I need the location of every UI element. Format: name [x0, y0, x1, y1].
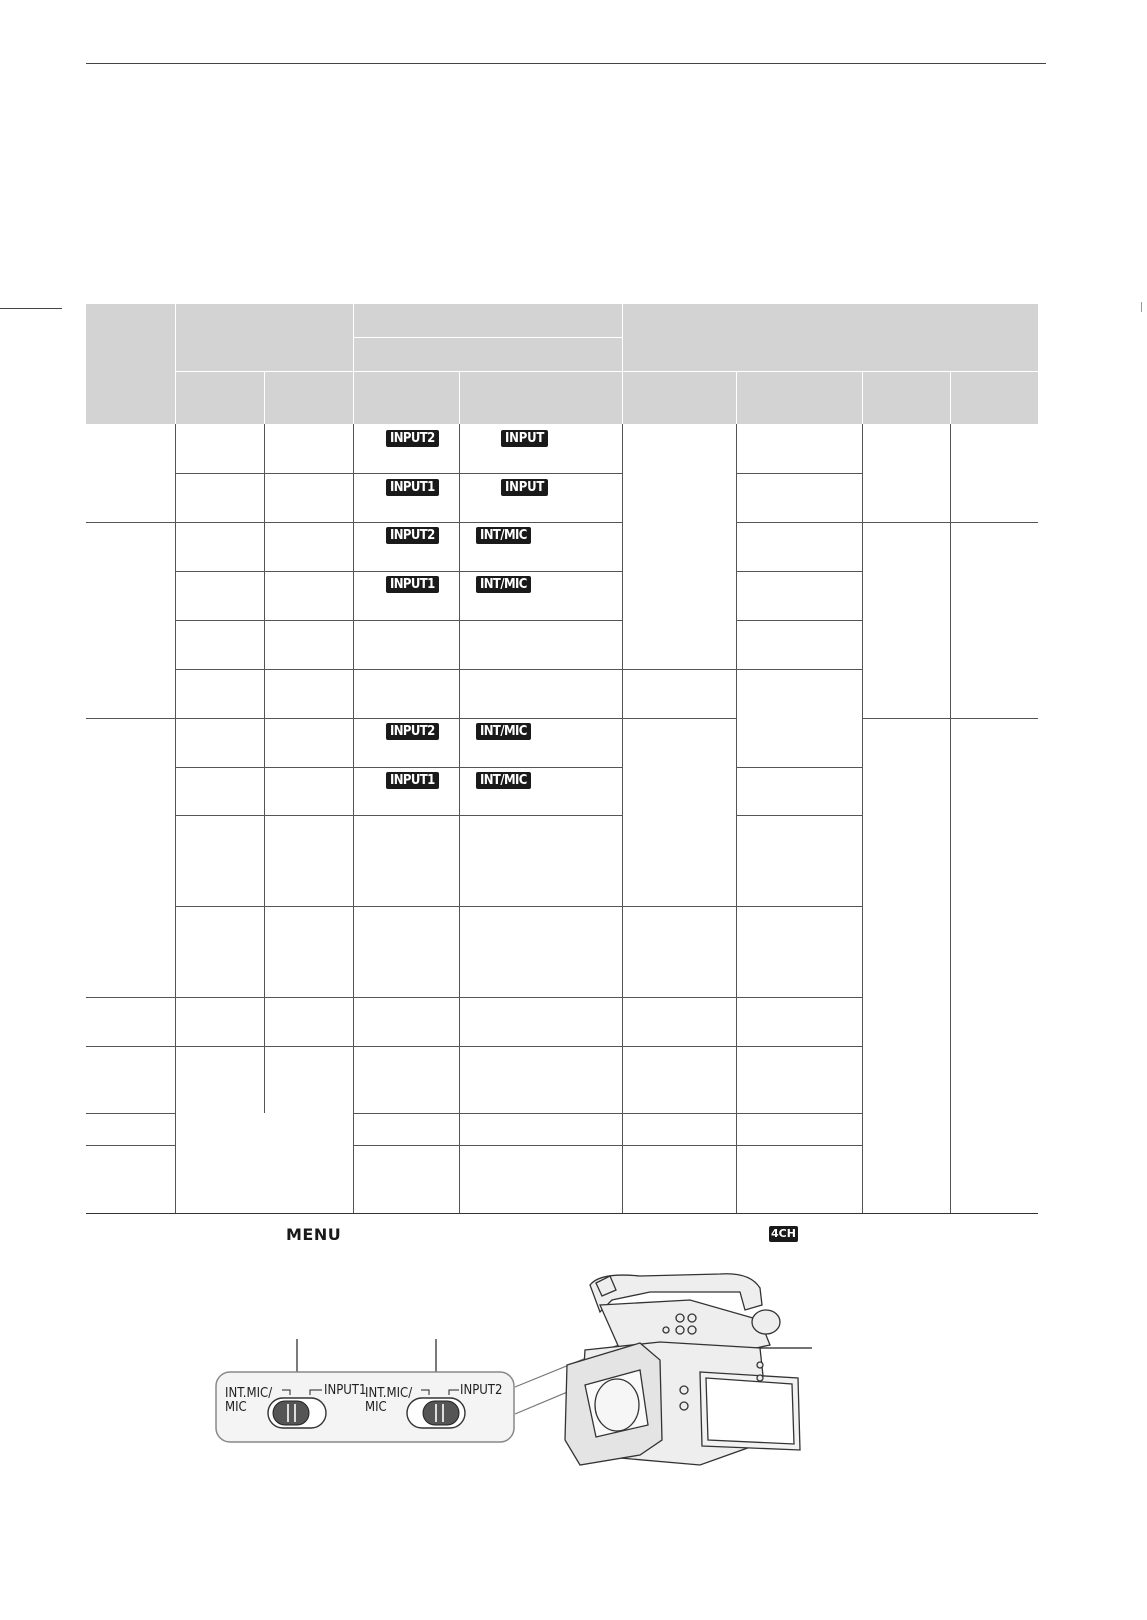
- input1-badge: INPUT1: [386, 576, 439, 593]
- switch-left-label-2: MIC: [225, 1400, 247, 1415]
- input2-badge: INPUT2: [386, 527, 439, 544]
- input1-badge: INPUT1: [386, 772, 439, 789]
- int-mic-badge: INT/MIC: [476, 772, 531, 789]
- switch-left-label-right: INPUT1: [324, 1383, 367, 1398]
- input-badge: INPUT: [501, 479, 548, 496]
- switch-right-label-2: MIC: [365, 1400, 387, 1415]
- switch-right-label-1: INT.MIC/: [365, 1386, 413, 1401]
- four-channel-icon: 4CH: [771, 1227, 796, 1240]
- menu-button-icon: MENU: [286, 1225, 342, 1244]
- switch-left-label-1: INT.MIC/: [225, 1386, 273, 1401]
- switch-right-label-right: INPUT2: [460, 1383, 503, 1398]
- input1-badge: INPUT1: [386, 479, 439, 496]
- int-mic-badge: INT/MIC: [476, 576, 531, 593]
- input2-badge: INPUT2: [386, 430, 439, 447]
- slide-switch-icon: [268, 1398, 326, 1428]
- int-mic-badge: INT/MIC: [476, 723, 531, 740]
- input-badge: INPUT: [501, 430, 548, 447]
- input2-badge: INPUT2: [386, 723, 439, 740]
- int-mic-badge: INT/MIC: [476, 527, 531, 544]
- camcorder-illustration: [565, 1274, 800, 1465]
- slide-switch-icon: [407, 1398, 465, 1428]
